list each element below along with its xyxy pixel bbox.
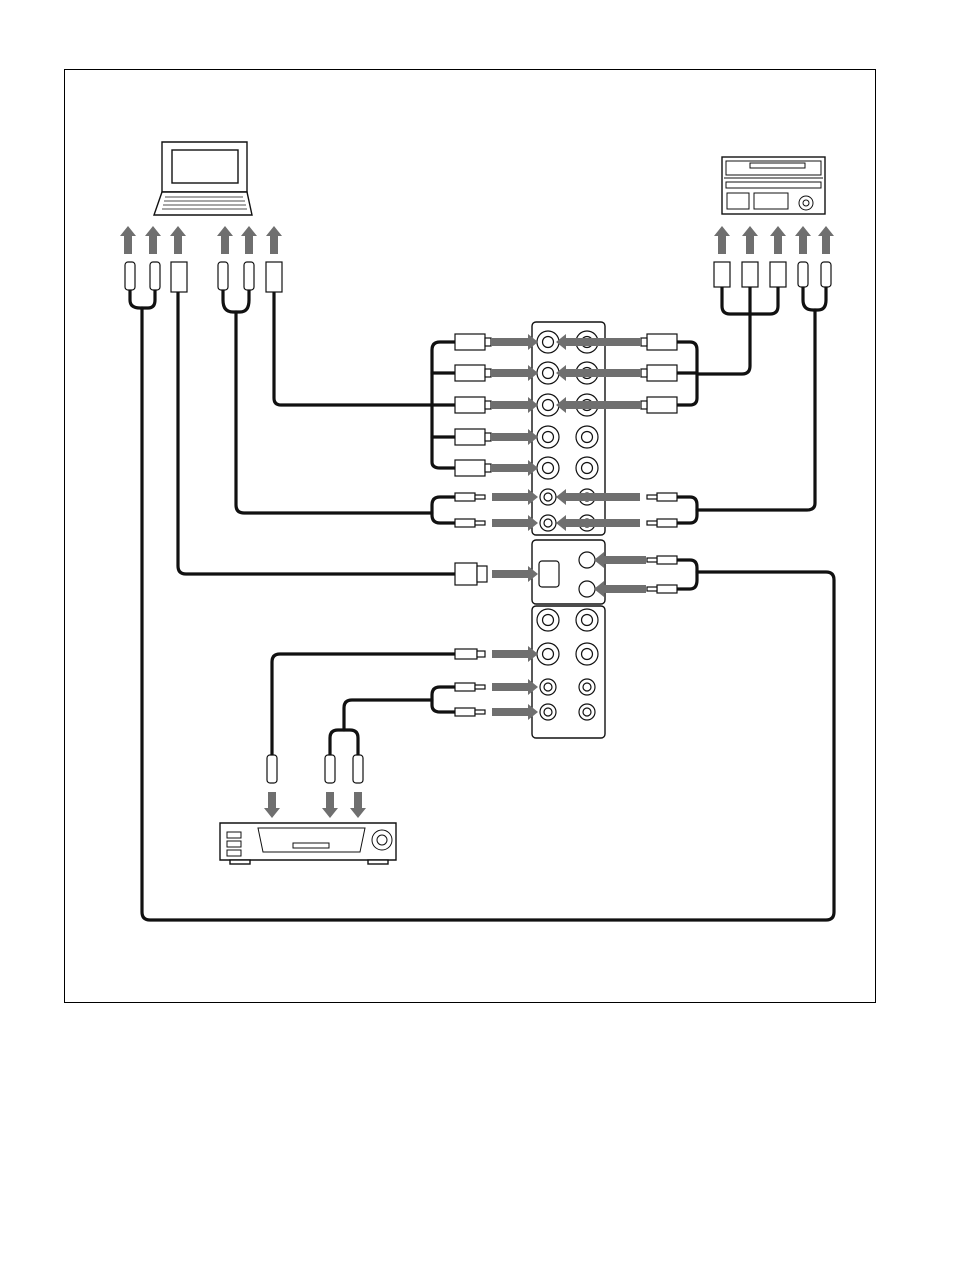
arrow-up-icon <box>818 226 834 254</box>
arrow-up-icon <box>170 226 186 254</box>
arrow-down-icon <box>322 792 338 818</box>
arrow-up-icon <box>770 226 786 254</box>
arrow-right-icon <box>492 334 538 350</box>
panel-jack-in-core <box>543 649 554 660</box>
panel-jack-in-core <box>543 337 554 348</box>
monitor-rear-panel <box>532 322 605 738</box>
arrow-right-icon <box>492 460 538 476</box>
vcr-icon <box>220 823 396 864</box>
arrow-up-icon <box>217 226 233 254</box>
panel-jack-in-core <box>544 493 552 501</box>
arrow-left-icon <box>594 552 646 568</box>
panel-jack-out-core <box>582 463 593 474</box>
panel-jack-in-core <box>544 708 552 716</box>
broadcast-vtr-icon <box>722 157 825 214</box>
panel-jack-in-core <box>543 463 554 474</box>
arrow-right-icon <box>492 566 538 582</box>
panel-jack-out-core <box>583 683 591 691</box>
arrow-left-icon <box>594 581 646 597</box>
panel-jack-out-core <box>583 708 591 716</box>
arrow-right-icon <box>492 704 538 720</box>
connectors <box>125 262 831 783</box>
panel-jack-in-core <box>543 368 554 379</box>
panel-jack-in-core <box>544 683 552 691</box>
panel-audio-out-jack <box>579 552 595 568</box>
arrow-right-icon <box>492 679 538 695</box>
arrow-down-icon <box>350 792 366 818</box>
d-sub-input-jack <box>539 561 559 587</box>
arrow-up-icon <box>714 226 730 254</box>
panel-jack-in-core <box>543 615 554 626</box>
arrow-right-icon <box>492 489 538 505</box>
panel-jack-in-core <box>543 400 554 411</box>
arrow-down-icon <box>264 792 280 818</box>
panel-jack-in-core <box>544 519 552 527</box>
arrow-up-icon <box>241 226 257 254</box>
arrow-up-icon <box>120 226 136 254</box>
arrow-right-icon <box>492 365 538 381</box>
arrow-right-icon <box>492 646 538 662</box>
arrow-right-icon <box>492 515 538 531</box>
arrow-up-icon <box>742 226 758 254</box>
panel-jack-in-core <box>543 432 554 443</box>
panel-audio-out-jack <box>579 581 595 597</box>
panel-jack-out-core <box>582 615 593 626</box>
panel-jack-out-core <box>582 649 593 660</box>
panel-jack-out-core <box>582 432 593 443</box>
arrow-up-icon <box>795 226 811 254</box>
arrow-right-icon <box>492 397 538 413</box>
laptop-computer-icon <box>154 142 252 215</box>
arrow-up-icon <box>266 226 282 254</box>
arrow-right-icon <box>492 429 538 445</box>
arrow-up-icon <box>145 226 161 254</box>
